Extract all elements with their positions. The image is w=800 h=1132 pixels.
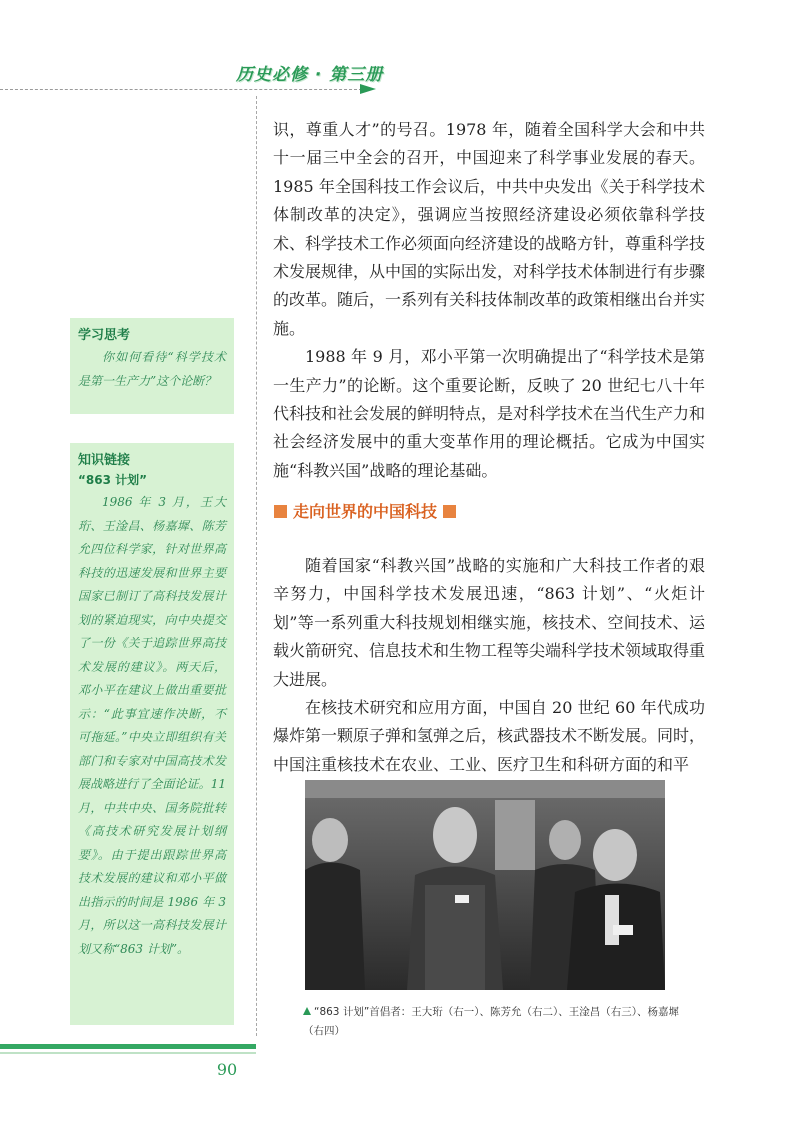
photo-illustration (305, 780, 665, 990)
header-divider (0, 89, 362, 90)
paragraph: 1988 年 9 月，邓小平第一次明确提出了“科学技术是第一生产力”的论断。这个重要论断，反映了 20 世纪七八十年代科技和社会发展的鲜明特点，是对科学技术在当代生产力和社会经济发展中的重大变革作用的理论概括。它成为中国实施“科教兴国”战略的理论基础。 (273, 347, 706, 480)
square-bullet-icon (443, 505, 456, 518)
box-title: 知识链接 (78, 453, 131, 468)
caption-triangle-icon (303, 1007, 311, 1015)
section-heading (274, 499, 456, 522)
box-subtitle: “863 计划” (78, 473, 148, 487)
square-bullet-icon (274, 505, 287, 518)
knowledge-link-box (70, 443, 234, 1025)
caption-text: “863 计划”首倡者：王大珩（右一）、陈芳允（右二）、王淦昌（右三）、杨嘉墀（右四） (303, 1006, 680, 1037)
footer-line (0, 1052, 256, 1054)
photo-caption (303, 1003, 693, 1041)
page-number: 90 (216, 1060, 238, 1079)
box-body: 1986 年 3 月，王大珩、王淦昌、杨嘉墀、陈芳允四位科学家，针对世界高科技的迅速发展和世界主要国家已制订了高科技发展计划的紧迫现实，向中央提交了一份《关于追踪世界高技术发展的建议》。两天后，邓小平在建议上做出重要批示：“此事宜速作决断，不可拖延。”中央立即组织有关部门和专家对中国高技术发展战略进行了全面论证。11 月，中共中央、国务院批转《高技术研究发展计划纲要》。由于提出跟踪世界高技术发展的建议和邓小平做出指示的时间是 1986 年 3 月，所以这一高科技发展计划又称“863 计划”。 (78, 495, 226, 956)
main-text-block-2 (273, 552, 705, 779)
historical-photo (305, 780, 665, 990)
book-title: 历史必修 · 第三册 (236, 65, 384, 85)
section-heading-text: 走向世界的中国科技 (293, 502, 438, 521)
paragraph: 识，尊重人才”的号召。1978 年，随着全国科学大会和中共十一届三中全会的召开，中国迎来了科学事业发展的春天。1985 年全国科技工作会议后，中共中央发出《关于科学技术体制改革的决定》，强调应当按照经济建设必须依靠科学技术、科学技术工作必须面向经济建设的战略方针，尊重科学技术发展规律，从中国的实际出发，对科学技术体制进行有步骤的改革。随后，一系列有关科技体制改革的政策相继出台并实施。 (273, 120, 706, 338)
column-divider (256, 96, 257, 1036)
box-title: 学习思考 (78, 328, 131, 343)
box-body: 你如何看待“科学技术是第一生产力”这个论断？ (78, 350, 226, 388)
paragraph: 随着国家“科教兴国”战略的实施和广大科技工作者的艰辛努力，中国科学技术发展迅速，“863 计划”、“火炬计划”等一系列重大科技规划相继实施，核技术、空间技术、运载火箭研究、信息技术和生物工程等尖端科学技术领域取得重大进展。 (273, 556, 706, 689)
paragraph: 在核技术研究和应用方面，中国自 20 世纪 60 年代成功爆炸第一颗原子弹和氢弹之后，核武器技术不断发展。同时，中国注重核技术在农业、工业、医疗卫生和科研方面的和平 (273, 698, 706, 774)
main-text-block-1 (273, 116, 705, 485)
header-arrow-icon (360, 84, 376, 94)
footer-bar (0, 1044, 256, 1049)
study-thinking-box (70, 318, 234, 414)
